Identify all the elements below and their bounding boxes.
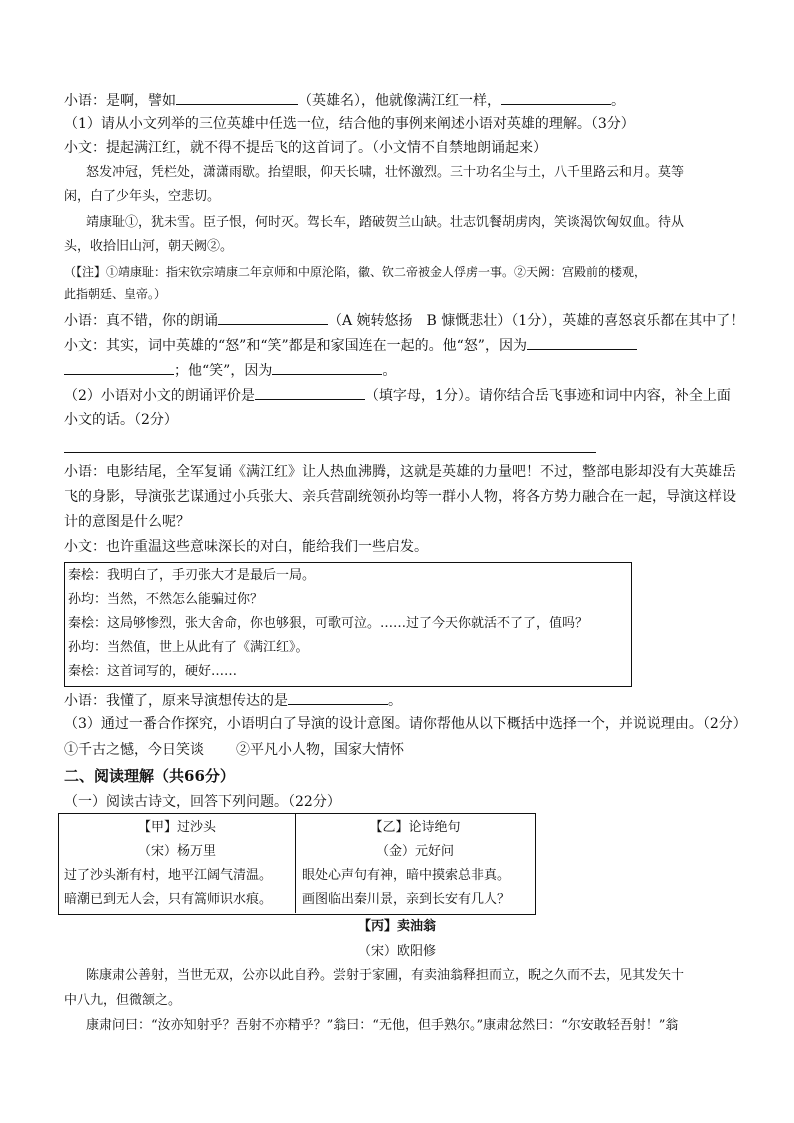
prose-author: （宋）欧阳修 [357,944,436,959]
dialogue-line-xiaowen-3 [64,360,396,381]
poem-yi-title: 【乙】论诗绝句 [369,820,461,835]
poem-note: （【注】①靖康耻：指宋钦宗靖康二年京师和中原沦陷，徽、钦二帝被金人俘虏一事。②天阙：宫殿前的楼观， [64,265,647,279]
answer-blank[interactable] [255,385,365,400]
dialogue-line-xiaowen-2 [64,335,637,356]
text: （英雄名），他就像满江红一样， [298,93,501,109]
question-2-cont: 小文的话。（2分） [64,412,178,428]
film-dialogue-line: 孙均：当然，不然怎么能骗过你？ [68,592,264,607]
poem-yi-line: 眼处心声句有神，暗中摸索总非真。 [302,868,511,883]
dialogue-line-xiaoyu-4 [64,690,402,711]
poem-line: 头，收拾旧山河，朝天阙②。 [64,239,234,254]
prose-title: 【丙】卖油翁 [357,919,436,934]
poem-yi-author: （金）元好问 [375,844,454,859]
poem-line: 闲，白了少年头，空悲切。 [64,189,221,204]
text: 小语：真不错，你的朗诵 [64,313,218,329]
option-1: ①千古之憾，今日笑谈 [64,742,204,758]
answer-blank[interactable] [527,335,637,350]
answer-blank[interactable] [272,360,382,375]
poem-yi-line: 画图临出秦川景，亲到长安有几人？ [302,892,511,907]
poem-line: 怒发冲冠，凭栏处，潇潇雨歇。抬望眼，仰天长啸，壮怀激烈。三十功名尘与土，八千里路云和月。莫等 [86,165,685,180]
poem-line: 靖康耻①，犹未雪。臣子恨，何时灭。驾长车，踏破贺兰山缺。壮志饥餐胡虏肉，笑谈渴饮匈奴血。待从 [86,215,685,230]
prose-line: 中八九，但微颔之。 [64,993,182,1008]
answer-blank[interactable] [288,690,388,705]
answer-blank[interactable] [176,90,298,105]
text: （A 婉转悠扬 B 慷慨悲壮）（1分），英雄的喜怒哀乐都在其中了！ [328,313,745,329]
question-3: （3）通过一番合作探究，小语明白了导演的设计意图。请你帮他从以下概括中选择一个，并说说理由。（2分） [64,716,747,732]
prose-line: 康肃问曰：“汝亦知射乎？吾射不亦精乎？”翁曰：“无他，但手熟尔。”康肃忿然曰：“尔安敢轻吾射！”翁 [86,1018,679,1033]
question-2 [64,385,731,406]
poem-jia-title: 【甲】过沙头 [137,820,216,835]
text: （2）小语对小文的朗诵评价是 [64,388,255,404]
film-dialogue-line: 秦桧：这首词写的，硬好…… [68,664,238,679]
subsection-title: （一）阅读古诗文，回答下列问题。（22分） [64,794,341,810]
film-dialogue-line: 孙均：当然值，世上从此有了《满江红》。 [68,640,309,655]
dialogue-line-xiaoyu-2 [64,310,744,331]
dialogue-line-xiaoyu-1 [64,90,625,111]
answer-line[interactable] [64,452,596,453]
answer-blank[interactable] [218,310,328,325]
poem-jia-line: 过了沙头渐有村，地平江阔气清温。 [64,868,273,883]
answer-blank[interactable] [501,90,611,105]
section-title: 二、阅读理解（共66分） [64,767,235,785]
text: （填字母，1分）。请你结合岳飞事迹和词中内容，补全上面 [364,388,731,404]
dialogue-line-xiaoyu-3-cont: 计的意图是什么呢？ [64,514,190,530]
dialogue-line-xiaowen-1: 小文：提起满江红，就不得不提岳飞的这首词了。（小文情不自禁地朗诵起来） [64,140,547,156]
text: 。 [382,363,397,379]
poem-jia-line: 暗潮已到无人会，只有篙师识水痕。 [64,892,273,907]
film-dialogue-line: 秦桧：我明白了，手刃张大才是最后一局。 [68,568,316,583]
text: 小语：我懂了，原来导演想传达的是 [64,693,288,709]
text: ；他“笑”，因为 [174,363,273,379]
text: 小文：其实，词中英雄的“怒”和“笑”都是和家国连在一起的。他“怒”，因为 [64,338,527,354]
text: 小语：是啊，譬如 [64,93,176,109]
dialogue-line-xiaoyu-3-cont: 飞的身影，导演张艺谋通过小兵张大、亲兵营副统领孙均等一群小人物，将各方势力融合在一起，导演这样设 [64,489,736,505]
film-dialogue-line: 秦桧：这局够惨烈，张大舍命，你也够狠，可歌可泣。……过了今天你就活不了了，值吗？ [68,616,589,631]
text: 。 [388,693,402,709]
dialogue-line-xiaoyu-3: 小语：电影结尾，全军复诵《满江红》让人热血沸腾，这就是英雄的力量吧！不过，整部电影却没有大英雄岳 [64,464,736,480]
dialogue-line-xiaowen-4: 小文：也许重温这些意味深长的对白，能给我们一些启发。 [64,539,428,555]
poem-jia-author: （宋）杨万里 [137,844,216,859]
poem-note: 此指朝廷、皇帝。） [64,287,167,301]
question-1: （1）请从小文列举的三位英雄中任选一位，结合他的事例来阐述小语对英雄的理解。（3分） [64,116,635,132]
prose-line: 陈康肃公善射，当世无双，公亦以此自矜。尝射于家圃，有卖油翁释担而立，睨之久而不去，见其发矢十 [86,968,685,983]
text: 。 [611,93,625,109]
option-2: ②平凡小人物，国家大情怀 [236,742,404,758]
answer-blank[interactable] [64,360,174,375]
